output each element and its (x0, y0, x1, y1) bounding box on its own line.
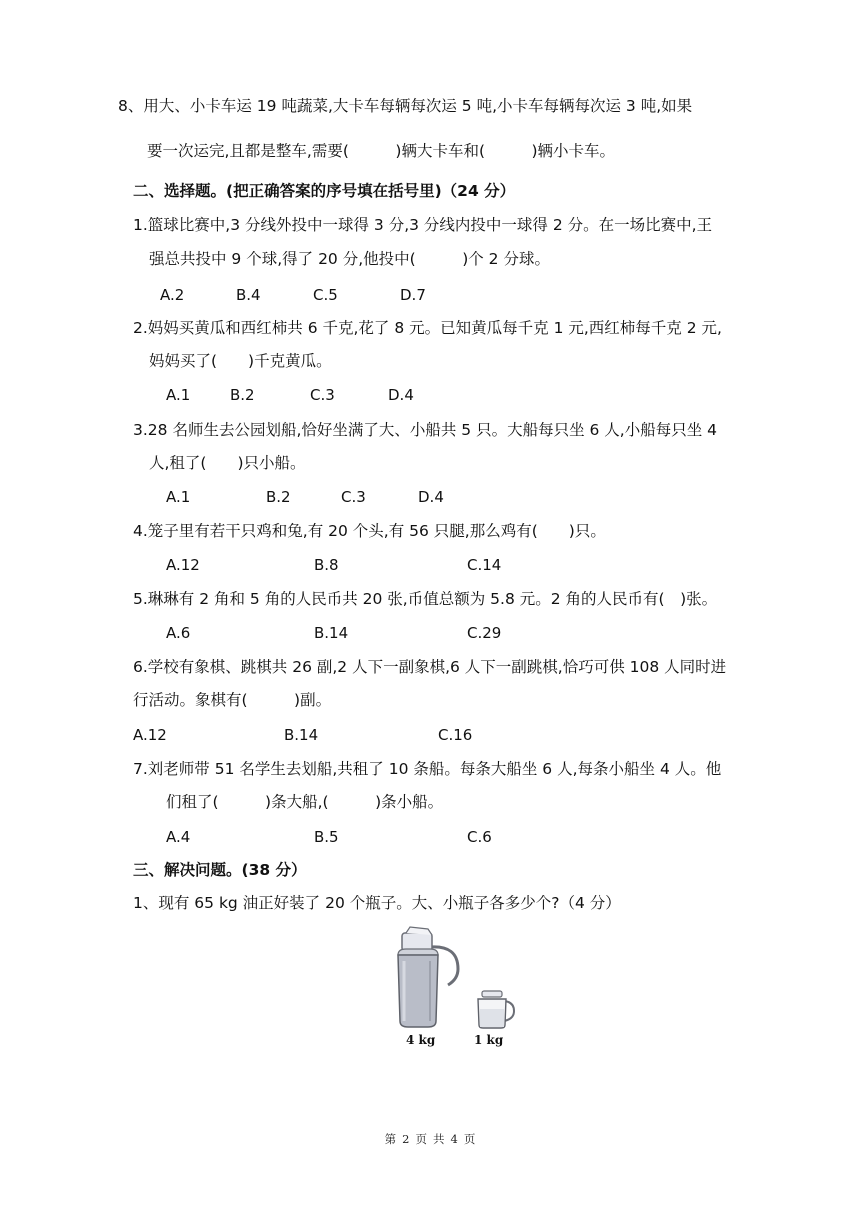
s2-q7-line1: 7.刘老师带 51 名学生去划船,共租了 10 条船。每条大船坐 6 人,每条小船坐 4 人。他 (133, 760, 722, 778)
s2-q4-option-b: B.8 (314, 556, 339, 574)
big-bottle-label: 4 kg (406, 1033, 436, 1047)
s2-q2-option-b: B.2 (230, 386, 255, 404)
s2-q2-line1: 2.妈妈买黄瓜和西红柿共 6 千克,花了 8 元。已知黄瓜每千克 1 元,西红柿每千克 2 元, (133, 319, 722, 337)
s2-q5-option-b: B.14 (314, 624, 349, 642)
footer-di: 第 (384, 1132, 397, 1146)
s2-q5-option-a: A.6 (166, 624, 191, 642)
s2-q4-line1: 4.笼子里有若干只鸡和兔,有 20 个头,有 56 只腿,那么鸡有( )只。 (133, 522, 606, 540)
s2-q3-option-d: D.4 (418, 488, 444, 506)
s2-q6-option-a: A.12 (133, 726, 167, 744)
s2-q1-option-a: A.2 (160, 286, 185, 304)
s2-q3-option-b: B.2 (266, 488, 291, 506)
s2-q1-option-b: B.4 (236, 286, 261, 304)
s2-q6-option-c: C.16 (438, 726, 473, 744)
section2-title: 二、选择题。(把正确答案的序号填在括号里)（24 分） (133, 182, 516, 200)
s2-q3-option-a: A.1 (166, 488, 191, 506)
s2-q5-option-c: C.29 (467, 624, 502, 642)
s2-q4-option-c: C.14 (467, 556, 502, 574)
s2-q4-option-a: A.12 (166, 556, 200, 574)
page-footer (0, 1131, 860, 1147)
oil-bottles-figure (380, 925, 540, 1055)
footer-ye: 页 (415, 1132, 427, 1146)
s2-q6-line1: 6.学校有象棋、跳棋共 26 副,2 人下一副象棋,6 人下一副跳棋,恰巧可供 108 人同时进 (133, 658, 727, 676)
s2-q6-option-b: B.14 (284, 726, 319, 744)
s2-q2-option-a: A.1 (166, 386, 191, 404)
section3-title: 三、解决问题。(38 分） (133, 861, 307, 879)
s2-q7-option-c: C.6 (467, 828, 492, 846)
small-bottle-icon (478, 991, 514, 1028)
footer-total-pages: 4 (450, 1132, 458, 1146)
s2-q7-line2: 们租了( )条大船,( )条小船。 (166, 793, 444, 811)
footer-gong: 共 (433, 1132, 445, 1146)
s2-q3-option-c: C.3 (341, 488, 366, 506)
s2-q3-line1: 3.28 名师生去公园划船,恰好坐满了大、小船共 5 只。大船每只坐 6 人,小船每只坐 4 (133, 421, 718, 439)
q8-line1: 8、用大、小卡车运 19 吨蔬菜,大卡车每辆每次运 5 吨,小卡车每辆每次运 3 吨,如果 (118, 97, 693, 115)
big-bottle-icon (398, 927, 458, 1027)
s2-q2-line2: 妈妈买了( )千克黄瓜。 (149, 352, 332, 370)
s2-q1-line1: 1.篮球比赛中,3 分线外投中一球得 3 分,3 分线内投中一球得 2 分。在一场比赛中,王 (133, 216, 713, 234)
s2-q2-option-d: D.4 (388, 386, 414, 404)
s2-q1-line2: 强总共投中 9 个球,得了 20 分,他投中( )个 2 分球。 (149, 250, 550, 268)
footer-ye2: 页 (463, 1132, 476, 1146)
s2-q1-option-d: D.7 (400, 286, 426, 304)
s2-q5-line1: 5.琳琳有 2 角和 5 角的人民币共 20 张,币值总额为 5.8 元。2 角的人民币有( )张。 (133, 590, 718, 608)
small-bottle-label: 1 kg (474, 1033, 504, 1047)
s2-q2-option-c: C.3 (310, 386, 335, 404)
q8-line2: 要一次运完,且都是整车,需要( )辆大卡车和( )辆小卡车。 (147, 142, 616, 160)
s2-q7-option-b: B.5 (314, 828, 339, 846)
s3-q1: 1、现有 65 kg 油正好装了 20 个瓶子。大、小瓶子各多少个?（4 分） (133, 894, 621, 912)
s2-q3-line2: 人,租了( )只小船。 (149, 454, 306, 472)
footer-page-number: 2 (402, 1132, 410, 1146)
s2-q6-line2: 行活动。象棋有( )副。 (133, 691, 332, 709)
s2-q7-option-a: A.4 (166, 828, 191, 846)
s2-q1-option-c: C.5 (313, 286, 338, 304)
